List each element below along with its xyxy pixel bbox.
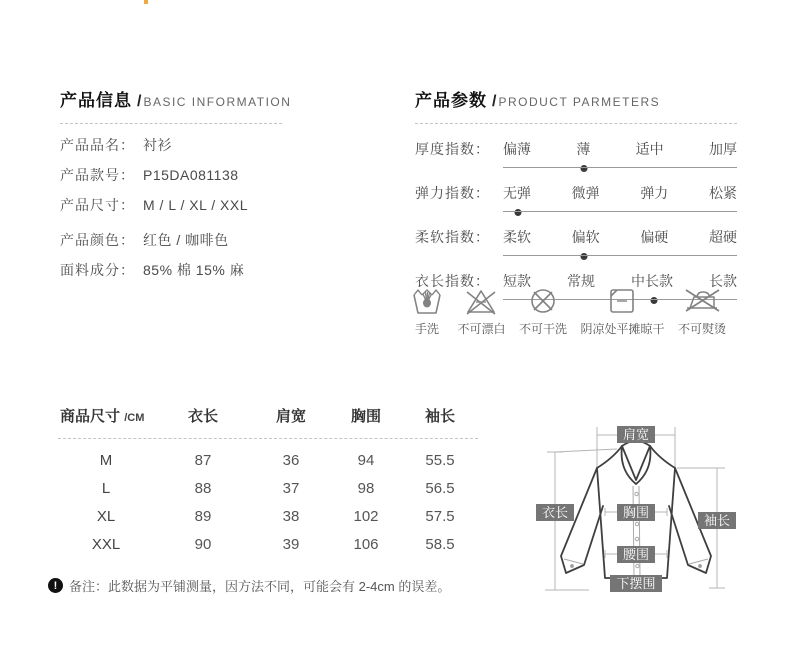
table-row bbox=[58, 447, 478, 475]
parameters-title: 产品参数 bbox=[415, 91, 487, 110]
column-header-shoulder: 肩宽 bbox=[275, 408, 306, 425]
param-option: 偏硬 bbox=[640, 229, 669, 245]
hem-label: 下摆围 bbox=[616, 576, 656, 591]
field-value: P15DA081138 bbox=[143, 167, 239, 183]
field-row-colors bbox=[60, 232, 282, 249]
parameters-header bbox=[415, 86, 737, 111]
field-value: M / L / XL / XXL bbox=[143, 197, 249, 213]
basic-info-section bbox=[60, 86, 292, 279]
param-label: 衣长指数： bbox=[415, 273, 490, 289]
column-header-length: 衣长 bbox=[187, 408, 218, 425]
no-dry-clean-icon bbox=[526, 283, 560, 317]
size-table-unit: /CM bbox=[124, 412, 145, 424]
value-cell: 106 bbox=[353, 536, 379, 553]
value-cell: 38 bbox=[282, 508, 300, 525]
param-option: 偏薄 bbox=[503, 141, 531, 157]
param-option: 柔软 bbox=[503, 229, 531, 245]
sleeve-length-label: 袖长 bbox=[703, 513, 731, 528]
param-option: 短款 bbox=[503, 273, 531, 289]
note-text: 备注：此数据为平铺测量，因方法不同，可能会有 2-4cm 的误差。 bbox=[69, 579, 451, 594]
selection-dot bbox=[580, 253, 587, 260]
divider-dashed bbox=[60, 123, 282, 124]
param-option: 松紧 bbox=[708, 185, 737, 201]
care-item-dry-flat-in-shade bbox=[580, 283, 664, 337]
value-cell: 57.5 bbox=[425, 508, 455, 525]
selection-dot bbox=[580, 165, 587, 172]
parameters-section bbox=[415, 86, 737, 300]
slash-separator: / bbox=[137, 93, 142, 110]
value-cell: 88 bbox=[194, 480, 212, 497]
field-value: 85% 棉 15% 麻 bbox=[143, 262, 245, 278]
column-header-chest: 胸围 bbox=[350, 408, 381, 425]
param-label: 柔软指数： bbox=[415, 229, 490, 245]
value-cell: 36 bbox=[282, 452, 300, 469]
value-cell: 89 bbox=[194, 508, 212, 525]
dry-flat-in-shade-icon bbox=[605, 283, 639, 317]
value-cell: 56.5 bbox=[425, 480, 455, 497]
column-header-sleeve: 袖长 bbox=[424, 408, 455, 425]
garment-length-label: 衣长 bbox=[541, 505, 569, 520]
param-option: 偏软 bbox=[571, 229, 600, 245]
param-scale bbox=[503, 227, 737, 256]
exclamation-icon: ! bbox=[48, 578, 63, 593]
field-row-sizes bbox=[60, 197, 282, 214]
shirt-measurement-diagram bbox=[525, 408, 777, 620]
care-item-no-bleach bbox=[457, 283, 505, 337]
param-option: 长款 bbox=[709, 273, 737, 289]
field-row-fabric bbox=[60, 262, 282, 279]
divider-dashed bbox=[58, 438, 478, 439]
param-label: 弹力指数： bbox=[415, 185, 490, 201]
field-label: 面料成分： bbox=[60, 262, 135, 278]
size-table-title: 商品尺寸 bbox=[60, 408, 121, 425]
size-cell: L bbox=[101, 480, 111, 497]
basic-info-header bbox=[60, 86, 292, 111]
param-scale bbox=[503, 139, 737, 168]
size-cell: XXL bbox=[91, 536, 121, 553]
care-item-no-dry-clean bbox=[519, 283, 567, 337]
waist-label: 腰围 bbox=[622, 547, 650, 562]
table-row bbox=[58, 475, 478, 503]
param-scale bbox=[503, 183, 737, 212]
no-bleach-icon bbox=[461, 283, 501, 317]
care-label: 不可熨烫 bbox=[677, 322, 726, 336]
value-cell: 90 bbox=[194, 536, 212, 553]
size-cell: XL bbox=[96, 508, 116, 525]
param-option: 适中 bbox=[635, 141, 664, 157]
shoulder-width-label: 肩宽 bbox=[622, 427, 650, 442]
field-label: 产品尺寸： bbox=[60, 197, 135, 213]
field-row-style-number bbox=[60, 167, 282, 184]
parameters-subtitle: PRODUCT PARMETERS bbox=[498, 95, 661, 109]
value-cell: 39 bbox=[282, 536, 300, 553]
selection-dot bbox=[515, 209, 522, 216]
care-label: 不可漂白 bbox=[457, 322, 506, 336]
care-label: 阴凉处平摊晾干 bbox=[580, 322, 665, 336]
table-row bbox=[58, 531, 478, 559]
value-cell: 102 bbox=[353, 508, 379, 525]
param-option: 超硬 bbox=[708, 229, 737, 245]
value-cell: 98 bbox=[357, 480, 375, 497]
basic-info-subtitle: BASIC INFORMATION bbox=[143, 95, 292, 109]
chest-label: 胸围 bbox=[622, 505, 650, 520]
param-row-softness bbox=[415, 227, 737, 256]
care-item-hand-wash bbox=[410, 283, 444, 337]
divider-dashed bbox=[415, 123, 737, 124]
field-row-product-name bbox=[60, 137, 282, 154]
size-cell: M bbox=[99, 452, 113, 469]
size-table-section bbox=[58, 405, 478, 559]
value-cell: 55.5 bbox=[425, 452, 455, 469]
field-value: 红色 / 咖啡色 bbox=[143, 232, 229, 248]
size-table-header bbox=[58, 405, 478, 430]
param-option: 加厚 bbox=[708, 141, 737, 157]
param-option: 弹力 bbox=[640, 185, 669, 201]
param-option: 中长款 bbox=[631, 273, 673, 289]
care-item-no-iron bbox=[678, 283, 726, 337]
care-label: 不可干洗 bbox=[518, 322, 567, 336]
value-cell: 87 bbox=[194, 452, 212, 469]
param-row-elasticity bbox=[415, 183, 737, 212]
table-row bbox=[58, 503, 478, 531]
value-cell: 94 bbox=[357, 452, 375, 469]
slash-separator: / bbox=[492, 93, 497, 110]
value-cell: 58.5 bbox=[425, 536, 455, 553]
param-label: 厚度指数： bbox=[415, 141, 490, 157]
size-table-title-cell bbox=[58, 405, 154, 430]
field-label: 产品品名： bbox=[60, 137, 135, 153]
field-value: 衬衫 bbox=[143, 137, 172, 153]
shirt-diagram-svg bbox=[525, 408, 777, 620]
care-label: 手洗 bbox=[414, 322, 439, 336]
param-row-thickness bbox=[415, 139, 737, 168]
no-iron-icon bbox=[681, 283, 723, 317]
hand-wash-icon bbox=[410, 283, 444, 317]
param-option: 微弹 bbox=[571, 185, 600, 201]
field-label: 产品颜色： bbox=[60, 232, 135, 248]
value-cell: 37 bbox=[282, 480, 300, 497]
field-label: 产品款号： bbox=[60, 167, 135, 183]
param-option: 常规 bbox=[567, 273, 595, 289]
measurement-note bbox=[48, 576, 508, 595]
param-option: 薄 bbox=[576, 141, 591, 157]
top-edge-artifact bbox=[144, 0, 148, 4]
param-option: 无弹 bbox=[503, 185, 531, 201]
care-instructions bbox=[410, 283, 726, 337]
basic-info-title: 产品信息 bbox=[60, 91, 132, 110]
